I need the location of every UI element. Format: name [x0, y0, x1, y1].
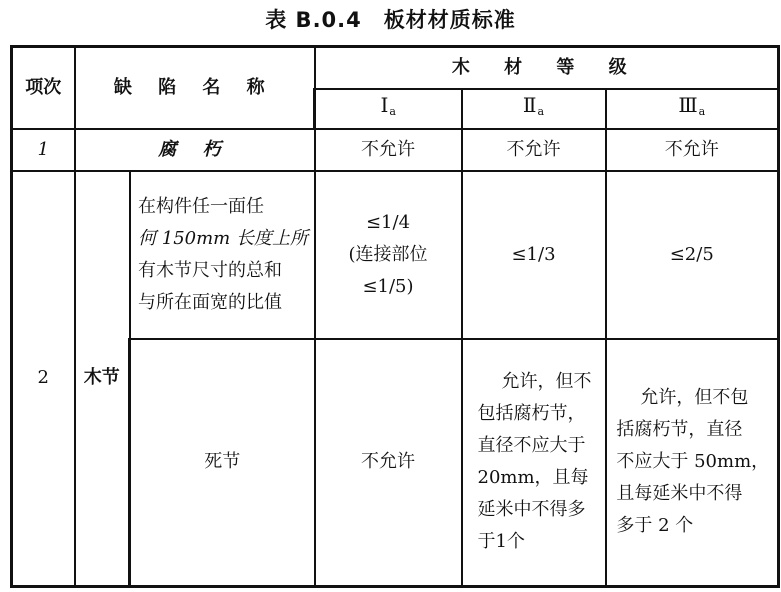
row-1-grade-1: 不允许 — [315, 129, 462, 171]
table-row — [12, 129, 779, 171]
header-wood-grade: 木 材 等 级 — [315, 47, 779, 89]
knot-desc-line-1: 在构件任一面任 — [138, 195, 265, 217]
table-number: 表 B.0.4 — [265, 8, 362, 32]
header-item-no: 项次 — [12, 47, 75, 129]
table-row — [12, 171, 779, 339]
knot-sum-description — [130, 171, 315, 339]
knot-sum-grade-1: ≤1/4 (连接部位 ≤1/5) — [315, 171, 462, 339]
knot-desc-line-2: 何 150mm 长度上所 — [138, 227, 308, 249]
timber-grade-table — [10, 45, 780, 588]
row-1-name: 腐 朽 — [75, 129, 315, 171]
dead-knot-grade-3: 允许，但不包 括腐朽节，直径 不应大于 50mm， 且每延米中不得 多于 2 个 — [606, 339, 779, 587]
row-1-grade-3: 不允许 — [606, 129, 779, 171]
dead-knot-description: 死节 — [130, 339, 315, 587]
row-1-grade-2: 不允许 — [462, 129, 606, 171]
row-2-category: 木节 — [75, 171, 130, 587]
table-title-text: 板材材质标准 — [383, 8, 516, 32]
row-1-no: 1 — [12, 129, 75, 171]
dead-knot-grade-2: 允许，但不 包括腐朽节， 直径不应大于 20mm，且每 延米中不得多 于1个 — [462, 339, 606, 587]
knot-sum-grade-3: ≤2/5 — [606, 171, 779, 339]
table-title — [0, 4, 781, 34]
header-grade-2: Ⅱa — [462, 89, 606, 129]
knot-desc-line-4: 与所在面宽的比值 — [138, 291, 283, 313]
knot-sum-grade-2: ≤1/3 — [462, 171, 606, 339]
knot-desc-line-3: 有木节尺寸的总和 — [138, 259, 283, 281]
header-defect-name: 缺 陷 名 称 — [75, 47, 315, 129]
header-grade-3: Ⅲa — [606, 89, 779, 129]
dead-knot-grade-1: 不允许 — [315, 339, 462, 587]
header-grade-1: Ⅰa — [315, 89, 462, 129]
row-2-no: 2 — [12, 171, 75, 587]
